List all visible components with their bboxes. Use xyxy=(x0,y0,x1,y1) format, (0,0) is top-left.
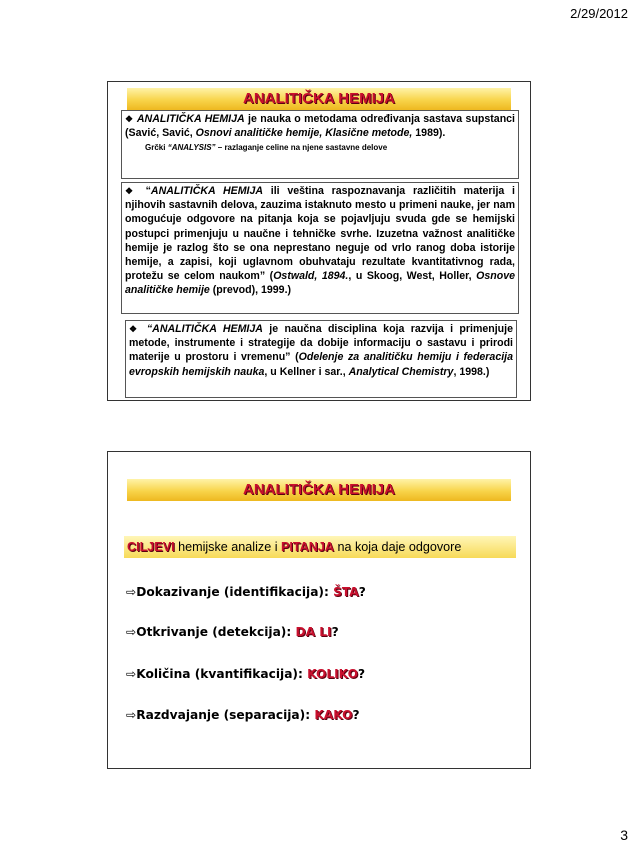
right-arrow-icon: ⇨ xyxy=(126,667,137,681)
list-item xyxy=(126,708,360,722)
slide-1-title: ANALITIČKA HEMIJA xyxy=(127,88,511,110)
slide-2 xyxy=(107,451,531,769)
goals-word: CILJEVI xyxy=(127,540,175,554)
term: “ANALITIČKA HEMIJA xyxy=(146,323,263,335)
book-title: Analytical Chemistry xyxy=(348,365,454,378)
term: ANALITIČKA HEMIJA xyxy=(136,113,245,125)
item-label: Razdvajanje (separacija): xyxy=(136,708,315,722)
definition-box-3 xyxy=(125,320,517,398)
slide-2-title: ANALITIČKA HEMIJA xyxy=(127,479,511,501)
goals-banner xyxy=(124,536,516,558)
greek-text: – razlaganje celine na njene sastavne delove xyxy=(215,143,388,153)
text: ili veština raspoznavanja različitih materija i njihovih sastavnih delova, zauzima istaknuto mesto u primeni nauke, jer nam omogućuje odgovore na pitanja koja se pojavljuju svuda gde se hemijski postupci primenjuju u naučne i tehničke svrhe. Izuzetna važnost analitičke hemije je razlog što se ona neprestano neguje od vrlo ranog doba istorije hemije, a zapisi, koji uglavnom obuhvataju rezultate kvantitativnog rada, protežu se celom naukom” ( xyxy=(125,185,515,283)
right-arrow-icon: ⇨ xyxy=(126,585,137,599)
text: , u Kellner i sar., xyxy=(264,365,349,378)
goals-text: na koja daje odgovore xyxy=(333,540,462,554)
item-label: Količina (kvantifikacija): xyxy=(136,667,308,681)
right-arrow-icon: ⇨ xyxy=(126,625,137,639)
definition-box-1 xyxy=(121,110,519,179)
page-date: 2/29/2012 xyxy=(570,6,628,21)
greek-note xyxy=(125,141,515,155)
diamond-bullet-icon: ❖ xyxy=(125,114,134,124)
book-title: Osnovi analitičke hemije, Klasične metode, xyxy=(195,127,413,140)
item-question: DA LI xyxy=(295,625,332,639)
list-item xyxy=(126,625,339,639)
diamond-bullet-icon: ❖ xyxy=(125,186,138,196)
item-label: Otkrivanje (detekcija): xyxy=(136,625,296,639)
text: je naučna disciplina koja razvija i primenjuje metode, instrumente i strategije da dobije informaciju o sastavu i prirodi materije u prostoru i vremenu” ( xyxy=(129,323,513,364)
list-item xyxy=(126,585,366,599)
item-question: KOLIKO xyxy=(307,667,358,681)
item-question: ŠTA xyxy=(333,585,359,599)
item-end: ? xyxy=(352,708,360,722)
book-title: Osnove analitičke hemije xyxy=(125,270,516,297)
organization: Odelenje za analitičku hemiju i federacija evropskih hemijskih nauka xyxy=(129,351,513,378)
text: je nauka o metodama određivanja sastava supstanci (Savić, Savić, xyxy=(125,113,515,140)
item-end: ? xyxy=(358,585,366,599)
definition-box-2 xyxy=(121,182,519,314)
item-label: Dokazivanje (identifikacija): xyxy=(136,585,334,599)
year: 1989). xyxy=(412,127,446,140)
right-arrow-icon: ⇨ xyxy=(126,708,137,722)
author: Ostwald, 1894. xyxy=(273,270,349,283)
item-question: KAKO xyxy=(314,708,353,722)
item-end: ? xyxy=(357,667,366,681)
questions-word: PITANJA xyxy=(281,540,334,554)
slide-1 xyxy=(107,81,531,401)
text: (prevod), 1999.) xyxy=(209,284,292,297)
diamond-bullet-icon: ❖ xyxy=(129,324,141,334)
quote: “ xyxy=(145,185,151,197)
greek-prefix: Grčki xyxy=(145,143,168,153)
item-end: ? xyxy=(331,625,339,639)
text: , u Skoog, West, Holler, xyxy=(348,270,477,283)
page-number: 3 xyxy=(620,827,628,843)
text: , 1998.) xyxy=(453,365,490,378)
goals-text: hemijske analize i xyxy=(174,540,281,554)
greek-term: “ANALYSIS” xyxy=(167,143,216,153)
term: ANALITIČKA HEMIJA xyxy=(150,185,264,197)
list-item xyxy=(126,667,365,681)
